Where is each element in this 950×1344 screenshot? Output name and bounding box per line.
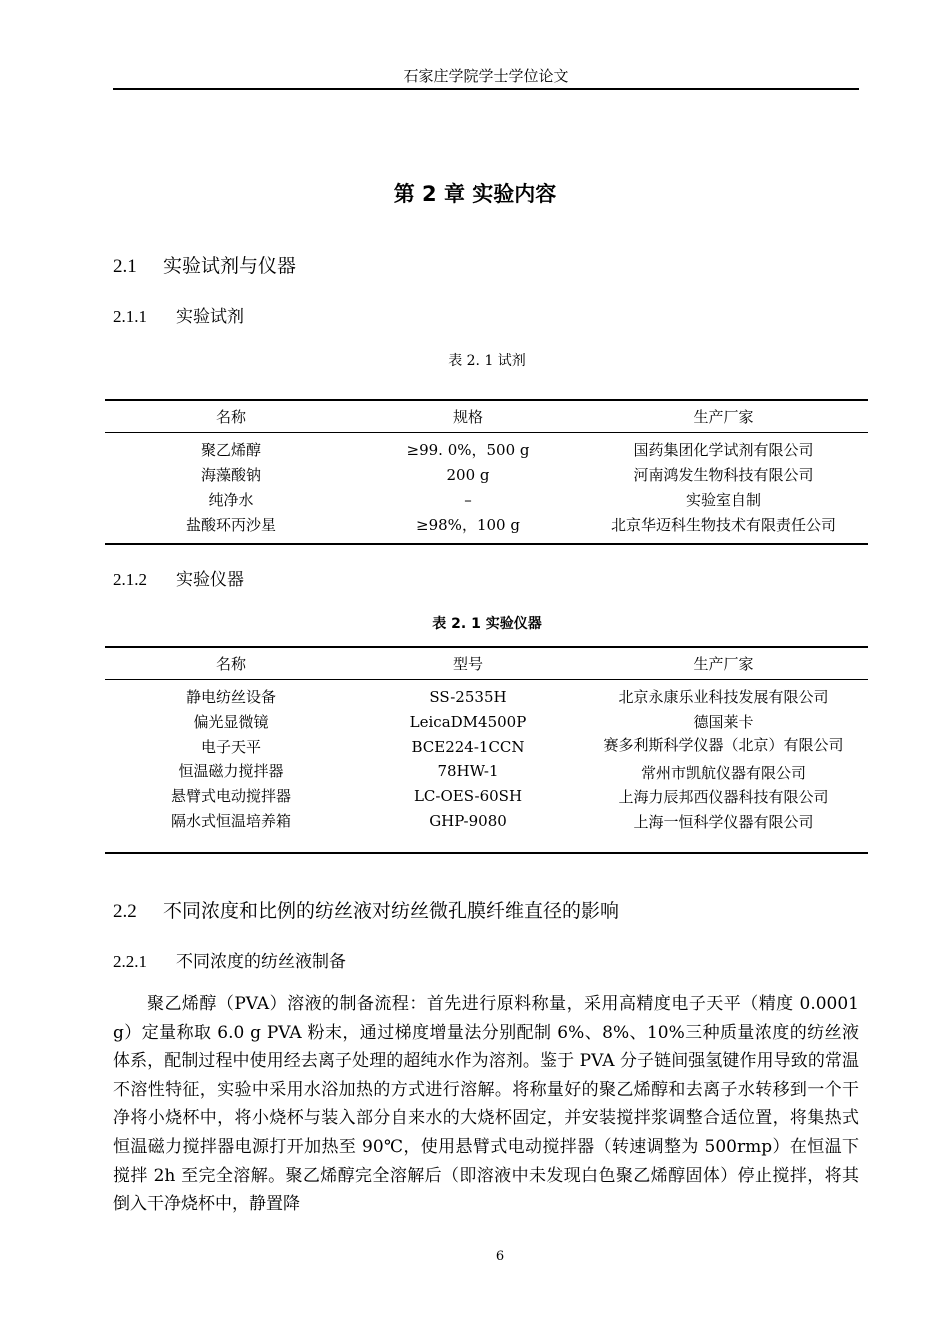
section-number: 2.1	[113, 256, 137, 277]
table-body	[105, 433, 868, 538]
section-2-2-heading	[113, 897, 619, 926]
section-number: 2.1.1	[113, 307, 147, 326]
table-cell: 纯净水	[208, 491, 254, 509]
header-name: 名称	[215, 655, 246, 673]
table-cell: 德国莱卡	[693, 712, 754, 731]
table-header-row	[105, 648, 868, 680]
section-2-2-1-heading	[113, 949, 346, 975]
table-cell: ≥98%，100 g	[416, 516, 520, 534]
table1-caption: 表 2. 1 试剂	[448, 353, 526, 369]
table-cell: ≥99. 0%，500 g	[406, 441, 530, 459]
section-title: 不同浓度的纺丝液制备	[176, 952, 346, 972]
header-name: 名称	[215, 408, 246, 426]
table-cell: 电子天平	[200, 737, 261, 756]
table-cell: 偏光显微镜	[193, 712, 269, 731]
chapter-title: 第 2 章 实验内容	[393, 182, 557, 206]
table-cell: 隔水式恒温培养箱	[170, 811, 291, 830]
table2-caption: 表 2. 1 实验仪器	[432, 616, 542, 632]
section-title: 实验试剂	[176, 307, 244, 327]
spec-column	[357, 438, 579, 538]
section-number: 2.2.1	[113, 952, 147, 971]
maker-column	[579, 438, 868, 538]
section-2-1-heading	[113, 252, 296, 281]
running-header: 石家庄学院学士学位论文	[403, 67, 569, 85]
table-cell: 实验室自制	[685, 491, 761, 509]
section-number: 2.2	[113, 901, 137, 922]
table-cell: 78HW-1	[437, 762, 499, 781]
instruments-table	[105, 646, 868, 854]
model-column	[357, 685, 579, 835]
table-cell: –	[464, 491, 472, 509]
section-title: 实验试剂与仪器	[163, 255, 297, 277]
table-cell: 上海力辰邦西仪器科技有限公司	[618, 788, 829, 807]
header-maker: 生产厂家	[693, 655, 754, 673]
table-cell: BCE224-1CCN	[411, 737, 525, 756]
table-cell: 北京永康乐业科技发展有限公司	[618, 688, 829, 706]
table-cell: 海藻酸钠	[200, 466, 261, 484]
section-title: 不同浓度和比例的纺丝液对纺丝微孔膜纤维直径的影响	[163, 900, 620, 922]
table-cell: LeicaDM4500P	[409, 712, 527, 731]
header-maker: 生产厂家	[693, 408, 754, 426]
table-cell: 赛多利斯科学仪器（北京）有限公司	[603, 735, 844, 754]
section-2-1-1-heading	[113, 304, 244, 330]
table-cell: 常州市凯航仪器有限公司	[640, 763, 806, 782]
body-text	[113, 990, 859, 1219]
table-cell: 聚乙烯醇	[200, 441, 261, 459]
name-column	[105, 438, 357, 538]
name-column	[105, 685, 357, 835]
reagents-table	[105, 399, 868, 545]
header-rule	[113, 88, 859, 90]
table-body	[105, 680, 868, 835]
maker-column	[579, 685, 868, 835]
table-header-row	[105, 401, 868, 433]
table-cell: GHP-9080	[429, 811, 507, 830]
table-cell: 恒温磁力搅拌器	[178, 762, 284, 781]
table-cell: 北京华迈科生物技术有限责任公司	[610, 516, 836, 534]
table-cell: 河南鸿发生物科技有限公司	[633, 466, 814, 484]
table-cell: 盐酸环丙沙星	[185, 516, 276, 534]
section-title: 实验仪器	[176, 570, 244, 590]
table-cell: 静电纺丝设备	[185, 688, 276, 706]
header-model: 型号	[452, 655, 483, 673]
header-spec: 规格	[452, 408, 483, 426]
paragraph: 聚乙烯醇（PVA）溶液的制备流程：首先进行原料称量，采用高精度电子天平（精度 0.0001 g）定量称取 6.0 g PVA 粉末，通过梯度增量法分别配制 6%、8%、10%三种质量浓度的纺丝液体系，配制过程中使用经去离子处理的超纯水作为溶剂。鉴于 PVA 分子链间强氢键作用导致的常温不溶性特征，实验中采用水浴加热的方式进行溶解。将称量好的聚乙烯醇和去离子水转移到一个干净将小烧杯中，将小烧杯与装入部分自来水的大烧杯固定，并安装搅拌浆调整合适位置，将集热式恒温磁力搅拌器电源打开加热至 90℃，使用悬臂式电动搅拌器（转速调整为 500rmp）在恒温下搅拌 2h 至完全溶解。聚乙烯醇完全溶解后（即溶液中未发现白色聚乙烯醇固体）停止搅拌，将其倒入干净烧杯中，静置降	[113, 994, 859, 1215]
table-cell: 上海一恒科学仪器有限公司	[633, 813, 814, 832]
table-cell: 200 g	[446, 466, 490, 484]
table-cell: LC-OES-60SH	[413, 787, 523, 806]
section-number: 2.1.2	[113, 570, 147, 589]
page-number: 6	[495, 1249, 505, 1264]
table-cell: 国药集团化学试剂有限公司	[633, 441, 814, 459]
section-2-1-2-heading	[113, 567, 244, 593]
table-cell: 悬臂式电动搅拌器	[170, 787, 291, 806]
table-cell: SS-2535H	[429, 688, 507, 706]
